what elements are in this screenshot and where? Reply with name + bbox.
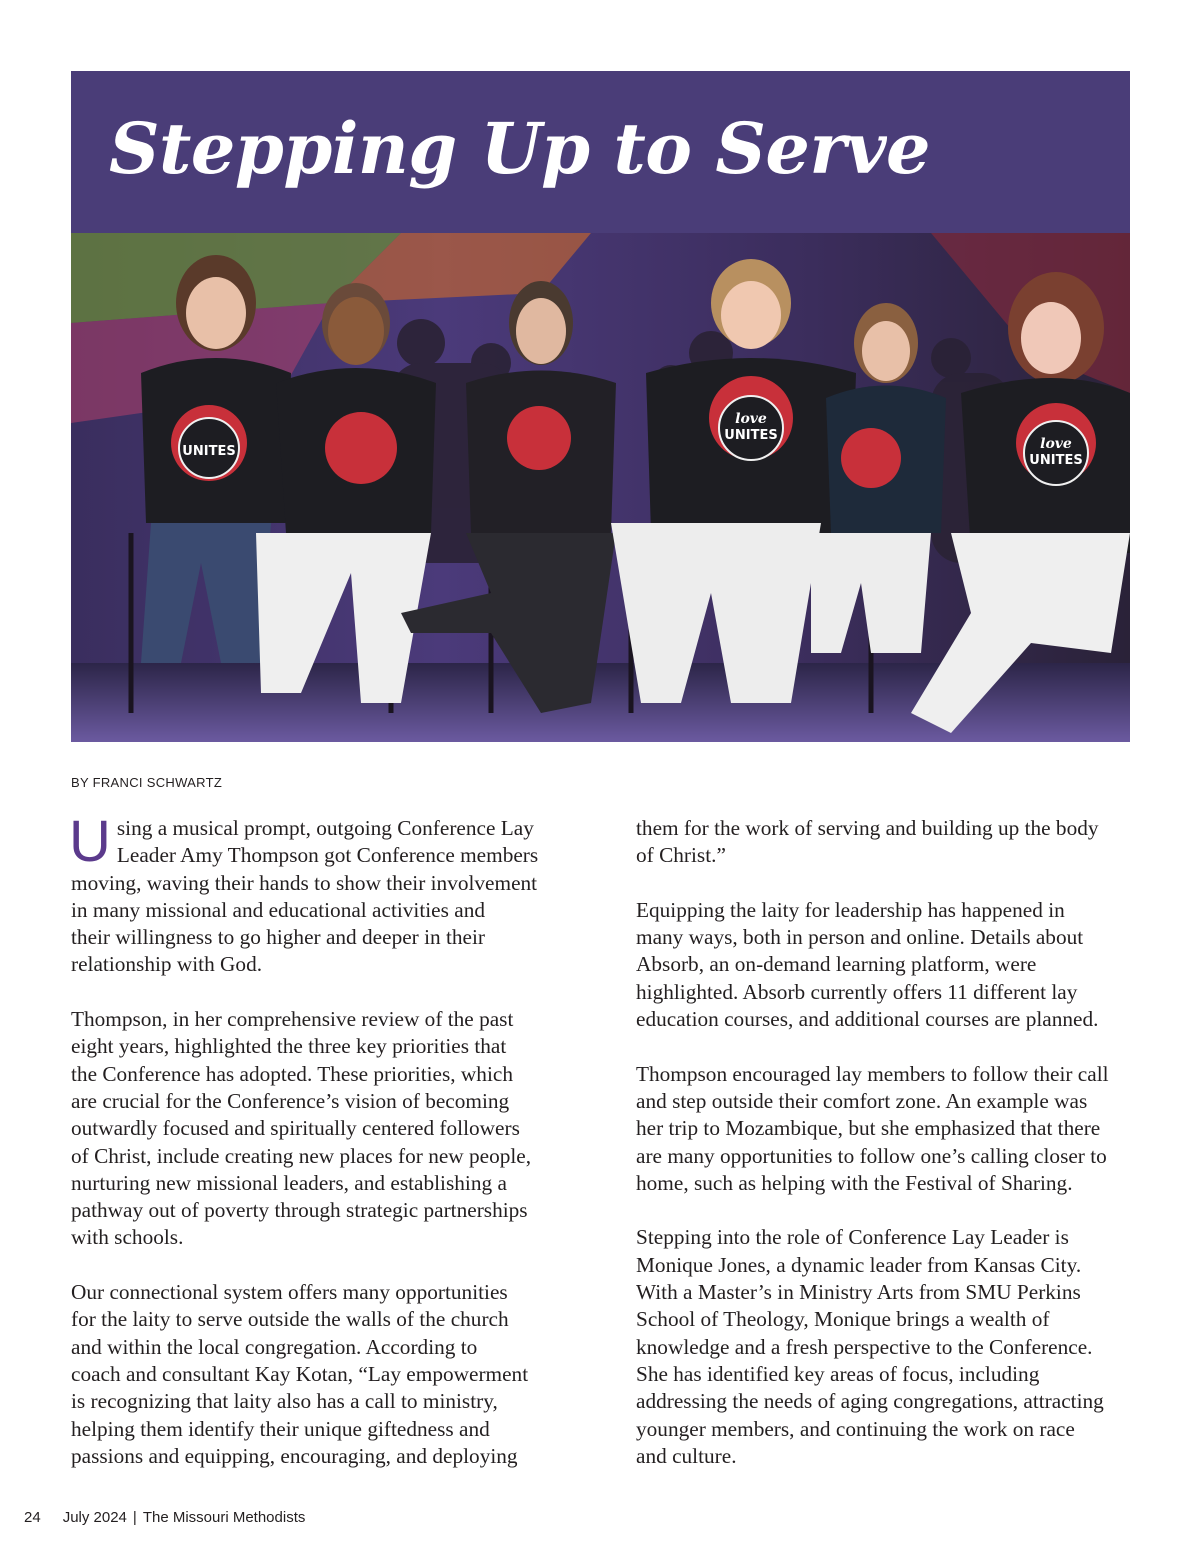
text-line: coach and consultant Kay Kotan, “Lay empowerment [71, 1361, 529, 1386]
paragraph [636, 815, 1136, 870]
shirt-text-unites: UNITES [1029, 453, 1083, 468]
text-line: Equipping the laity for leadership has happened in [636, 897, 1065, 922]
text-line: knowledge and a fresh perspective to the Conference. [636, 1334, 1093, 1359]
hero-photo [71, 233, 1130, 742]
text-line: moving, waving their hands to show their involvement [71, 870, 538, 895]
text-line: nurturing new missional leaders, and establishing a [71, 1170, 507, 1195]
text-line: are crucial for the Conference’s vision of becoming [71, 1088, 510, 1113]
page-footer [24, 1509, 305, 1526]
text-line: passions and equipping, encouraging, and deploying [71, 1443, 518, 1468]
paragraph [71, 1279, 571, 1470]
shirt-text-unites: UNITES [182, 444, 236, 459]
text-line: She has identified key areas of focus, including [636, 1361, 1040, 1386]
page-number: 24 [24, 1509, 41, 1526]
text-line: Thompson encouraged lay members to follow their call [636, 1061, 1109, 1086]
paragraph [69, 809, 571, 979]
text-line: for the laity to serve outside the walls of the church [71, 1307, 509, 1332]
text-line: Our connectional system offers many opportunities [71, 1280, 508, 1305]
photo-seated-women-illustration [71, 233, 1130, 742]
article-headline: Stepping Up to Serve [109, 107, 931, 190]
text-line: Thompson, in her comprehensive review of the past [71, 1007, 514, 1032]
text-line: relationship with God. [71, 952, 263, 977]
text-line: outwardly focused and spiritually centered followers [71, 1116, 520, 1141]
text-line: is recognizing that laity also has a call to ministry, [71, 1389, 498, 1414]
paragraph [71, 1006, 571, 1252]
text-line: of Christ.” [636, 843, 726, 868]
text-line: sing a musical prompt, outgoing Conference Lay [116, 816, 534, 840]
article-column-right [636, 815, 1136, 1497]
shirt-text-love: love [1040, 436, 1072, 452]
text-line: education courses, and additional courses are planned. [636, 1007, 1099, 1032]
text-line: and within the local congregation. According to [71, 1334, 478, 1359]
text-line: and step outside their comfort zone. An example was [636, 1088, 1088, 1113]
text-line: pathway out of poverty through strategic partnerships [71, 1198, 528, 1223]
text-line: of Christ, include creating new places for new people, [71, 1143, 532, 1168]
drop-cap: U [69, 809, 111, 874]
shirt-text-love: love [735, 411, 767, 427]
text-line: the Conference has adopted. These priorities, which [71, 1061, 513, 1086]
text-line: School of Theology, Monique brings a wealth of [636, 1307, 1050, 1332]
text-line: her trip to Mozambique, but she emphasized that there [636, 1116, 1101, 1141]
text-line: many ways, both in person and online. Details about [636, 925, 1084, 950]
text-line: in many missional and educational activities and [71, 897, 485, 922]
text-line: With a Master’s in Ministry Arts from SMU Perkins [636, 1280, 1081, 1305]
paragraph [636, 897, 1136, 1033]
footer-separator: | [132, 1509, 137, 1526]
text-line: them for the work of serving and building up the body [636, 816, 1099, 840]
paragraph [636, 1224, 1136, 1470]
text-line: Leader Amy Thompson got Conference members [116, 843, 539, 868]
article-column-left [69, 809, 571, 1497]
text-line: helping them identify their unique giftedness and [71, 1416, 490, 1441]
paragraph [636, 1061, 1136, 1197]
publication-name: The Missouri Methodists [142, 1509, 306, 1526]
text-line: with schools. [71, 1225, 184, 1250]
byline: BY FRANCI SCHWARTZ [71, 775, 223, 790]
shirt-text-unites: UNITES [724, 428, 778, 443]
text-line: are many opportunities to follow one’s calling closer to [636, 1143, 1107, 1168]
text-line: highlighted. Absorb currently offers 11 different lay [636, 979, 1078, 1004]
text-line: younger members, and continuing the work on race [636, 1416, 1075, 1441]
text-line: eight years, highlighted the three key priorities that [71, 1034, 507, 1059]
text-line: home, such as helping with the Festival of Sharing. [636, 1170, 1073, 1195]
title-banner [71, 71, 1130, 233]
text-line: Monique Jones, a dynamic leader from Kansas City. [636, 1252, 1082, 1277]
text-line: Stepping into the role of Conference Lay Leader is [636, 1225, 1069, 1250]
text-line: and culture. [636, 1443, 737, 1468]
issue-date: July 2024 [62, 1509, 127, 1526]
text-line: their willingness to go higher and deeper in their [71, 925, 485, 950]
text-line: addressing the needs of aging congregations, attracting [636, 1389, 1104, 1414]
text-line: Absorb, an on-demand learning platform, were [636, 952, 1037, 977]
